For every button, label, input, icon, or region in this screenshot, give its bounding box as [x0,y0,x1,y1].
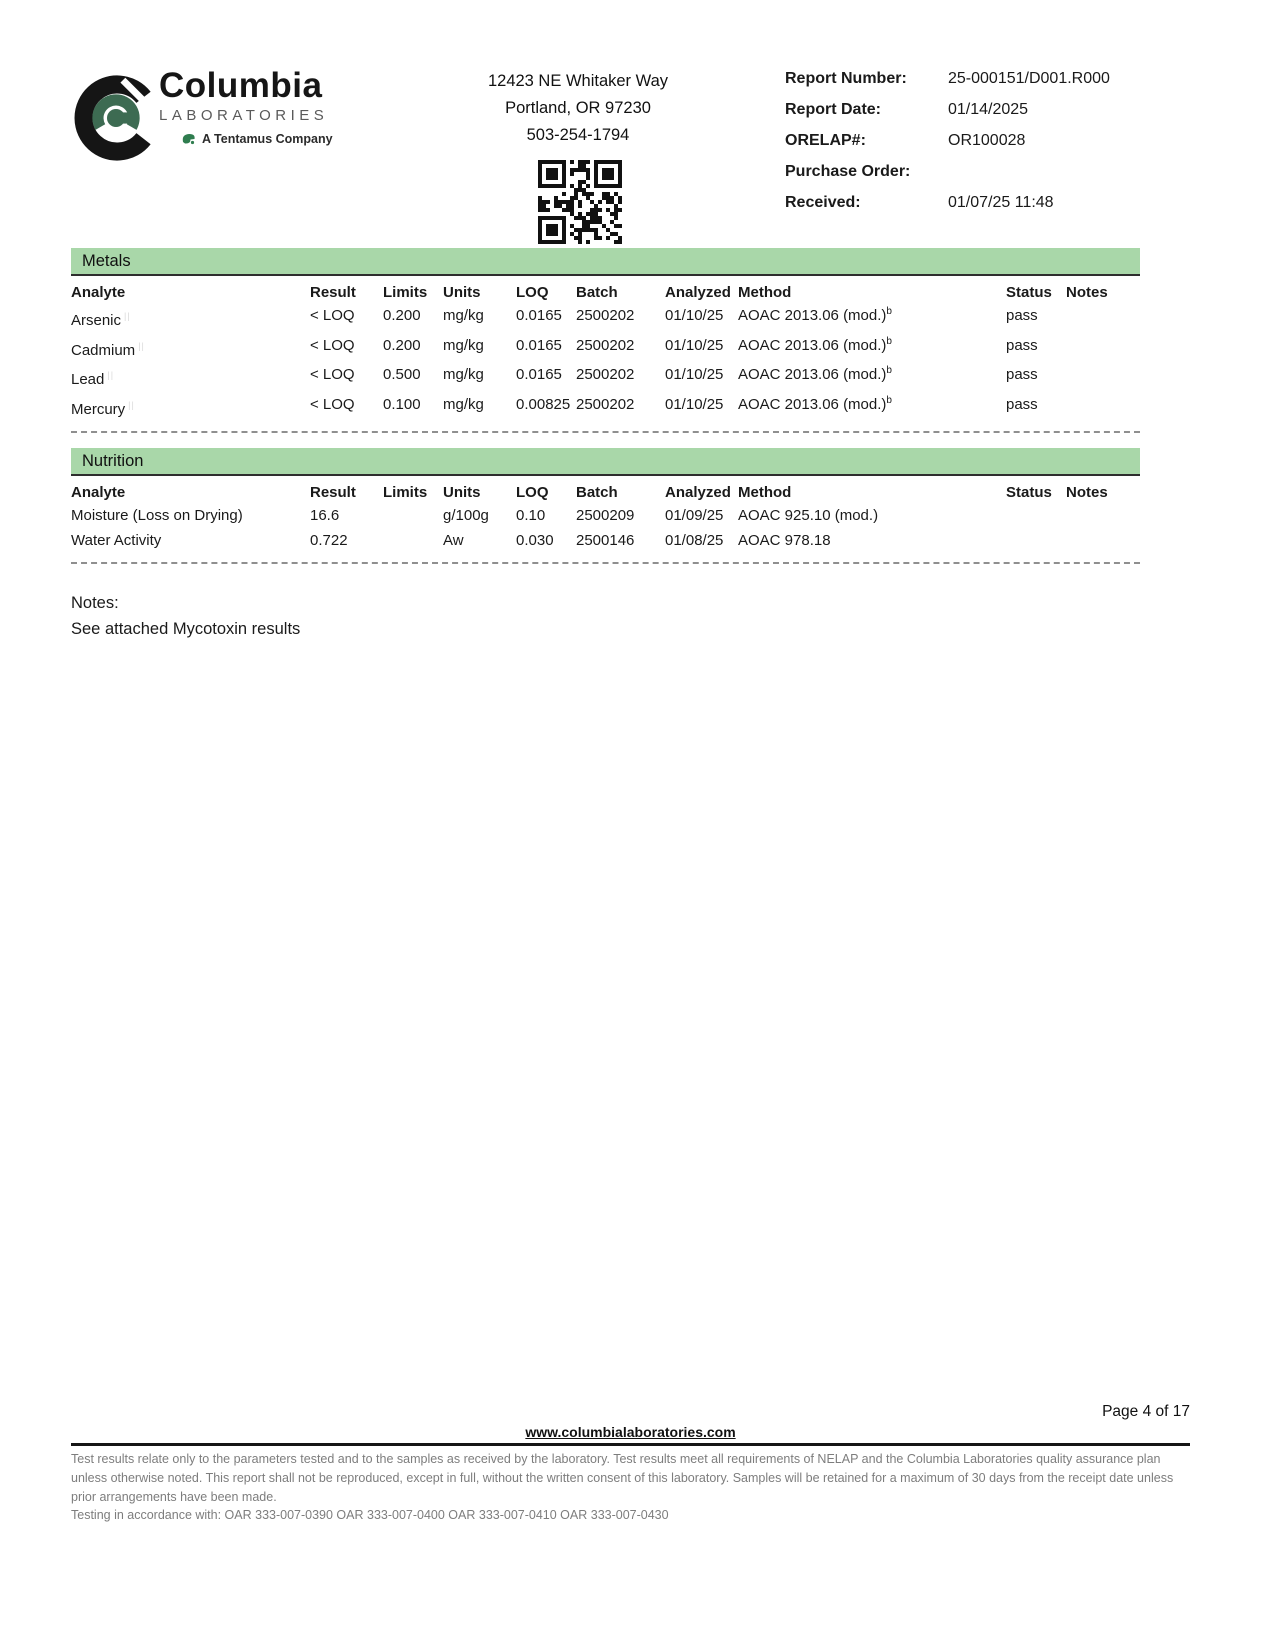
cell-result: < LOQ [310,336,355,354]
report-info-value: 01/14/2025 [948,101,1029,118]
cell-units: mg/kg [443,366,484,383]
section-divider [71,431,1140,433]
report-info-label: Report Date: [785,101,882,118]
report-info-row [785,70,1205,101]
cell-limits: 0.200 [383,307,421,324]
col-header-notes: Notes [1066,284,1108,301]
col-header-limits: Limits [383,484,428,501]
table-header-row [71,476,1140,504]
report-info-value: 01/07/25 11:48 [948,194,1054,211]
nutrition-table-body [71,504,1140,553]
cell-analyzed: 01/10/25 [665,366,724,383]
notes-body: See attached Mycotoxin results [71,620,301,638]
col-header-batch: Batch [576,484,618,501]
cell-status: pass [1006,307,1038,324]
cell-method: AOAC 925.10 (mod.) [738,507,879,524]
cell-analyte: Mercury || [71,393,310,423]
report-info [785,70,1205,225]
table-row [71,363,1140,393]
notes-heading: Notes: [71,594,119,612]
cell-units: mg/kg [443,395,484,413]
col-header-loq: LOQ [516,484,549,501]
report-info-value: 25-000151/D001.R000 [948,70,1110,87]
cell-method: AOAC 2013.06 $(mod.)^b$ [738,394,892,413]
section-divider [71,562,1140,564]
disclaimer [71,1450,1190,1507]
col-header-method: Method [738,484,792,501]
report-info-label: Report Number: [785,70,907,87]
qr-code [538,160,622,244]
col-header-status: Status [1006,484,1052,501]
col-header-analyte: Analyte [71,484,126,501]
cell-status: pass [1006,366,1038,383]
col-header-analyzed: Analyzed [665,484,731,501]
brand-subtitle: LABORATORIES [159,107,329,124]
cell-notes [1066,504,1140,529]
cell-units: mg/kg [443,307,484,324]
cell-loq: 0.00825 [516,395,571,413]
cell-method: AOAC 2013.06 $(mod.)^b$ [738,365,892,383]
cell-status [1006,504,1066,529]
cell-limits: 0.200 [383,336,421,354]
website-link[interactable]: www.columbialaboratories.com [525,1424,736,1440]
cell-analyzed: 01/10/25 [665,307,724,324]
brand-name: Columbia [159,66,323,105]
table-row [71,304,1140,334]
col-header-notes: Notes [1066,484,1108,501]
report-info-label: Purchase Order: [785,163,911,180]
metals-table-body [71,304,1140,422]
cell-analyte: Arsenic || [71,304,310,334]
col-header-batch: Batch [576,284,618,301]
cell-limits [383,504,443,529]
col-header-units: Units [443,484,481,501]
col-header-analyte: Analyte [71,284,126,301]
disclaimer-line: prior arrangements have been made. [71,1490,277,1504]
cell-status: pass [1006,336,1038,354]
cell-method: AOAC 978.18 [738,531,831,549]
cell-loq: 0.0165 [516,336,562,354]
cell-batch: 2500146 [576,531,635,549]
cell-result: < LOQ [310,307,355,324]
cell-result: < LOQ [310,395,355,413]
col-header-units: Units [443,284,481,301]
columbia-logo-icon [73,70,159,166]
cell-result: 0.722 [310,531,348,549]
report-info-row [785,163,1205,194]
cell-analyzed: 01/10/25 [665,395,724,413]
cell-limits: 0.100 [383,395,421,413]
cell-notes [1066,393,1140,423]
table-row [71,529,1140,554]
cell-result: < LOQ [310,366,355,383]
notes-block [71,590,1275,642]
col-header-result: Result [310,484,356,501]
report-info-row [785,132,1205,163]
section-nutrition [71,448,1140,564]
logo-text [159,66,419,146]
cell-loq: 0.0165 [516,366,562,383]
disclaimer-line: Test results relate only to the parameters tested and to the samples as received by the laboratory. Test results meet all requirements of NELAP and the Columbia Laboratories quality assurance plan [71,1452,1161,1466]
cell-loq: 0.10 [516,507,546,524]
report-header [0,0,1275,248]
cell-analyte: Moisture (Loss on Drying) [71,507,243,524]
cell-loq: 0.0165 [516,307,562,324]
cell-batch: 2500202 [576,395,635,413]
cell-status [1006,529,1066,554]
col-header-method: Method [738,284,792,301]
table-row [71,393,1140,423]
table-row [71,504,1140,529]
cell-units: Aw [443,531,464,549]
page-number: Page 4 of 17 [1102,1403,1190,1420]
disclaimer-line: unless otherwise noted. This report shall not be reproduced, except in full, without the written consent of this laboratory. Samples will be retained for a maximum of 30 days from the receipt date unless [71,1471,1174,1485]
cell-limits: 0.500 [383,366,421,383]
cell-status: pass [1006,395,1038,413]
section-header-nutrition: Nutrition [71,448,1140,476]
report-info-row [785,194,1205,225]
cell-units: mg/kg [443,336,484,354]
cell-notes [1066,304,1140,334]
col-header-limits: Limits [383,284,428,301]
cell-method: AOAC 2013.06 $(mod.)^b$ [738,306,892,324]
col-header-status: Status [1006,284,1052,301]
tentamus-logo-icon [181,132,197,146]
cell-analyte: Cadmium || [71,334,310,364]
address-phone: 503-254-1794 [526,126,630,144]
cell-analyzed: 01/08/25 [665,531,724,549]
cell-analyte: Lead || [71,363,310,393]
report-info-row [785,101,1205,132]
cell-notes [1066,363,1140,393]
cell-batch: 2500202 [576,307,635,324]
cell-result: 16.6 [310,507,340,524]
cell-analyzed: 01/10/25 [665,336,724,354]
report-info-label: ORELAP#: [785,132,866,149]
cell-notes [1066,529,1140,554]
lab-address [428,68,728,149]
cell-notes [1066,334,1140,364]
cell-batch: 2500202 [576,366,635,383]
report-info-value: OR100028 [948,132,1026,149]
accordance-line: Testing in accordance with: OAR 333-007-0390 OAR 333-007-0400 OAR 333-007-0410 OAR 333-007-0430 [71,1508,669,1522]
cell-limits [383,529,443,554]
cell-batch: 2500209 [576,507,635,524]
cell-loq: 0.030 [516,531,554,549]
cell-analyzed: 01/09/25 [665,507,724,524]
report-footer [71,1403,1190,1522]
address-line1: 12423 NE Whitaker Way [487,72,669,90]
table-header-row [71,276,1140,304]
footer-rule [71,1443,1190,1446]
section-header-metals: Metals [71,248,1140,276]
tentamus-label: A Tentamus Company [202,132,333,146]
cell-method: AOAC 2013.06 $(mod.)^b$ [738,335,892,354]
col-header-loq: LOQ [516,284,549,301]
address-line2: Portland, OR 97230 [505,99,651,117]
col-header-analyzed: Analyzed [665,284,731,301]
report-info-label: Received: [785,194,861,211]
table-row [71,334,1140,364]
tentamus-line [181,132,419,146]
cell-batch: 2500202 [576,336,635,354]
cell-units: g/100g [443,507,489,524]
cell-analyte: Water Activity [71,531,162,549]
section-metals [71,248,1140,433]
col-header-result: Result [310,284,356,301]
